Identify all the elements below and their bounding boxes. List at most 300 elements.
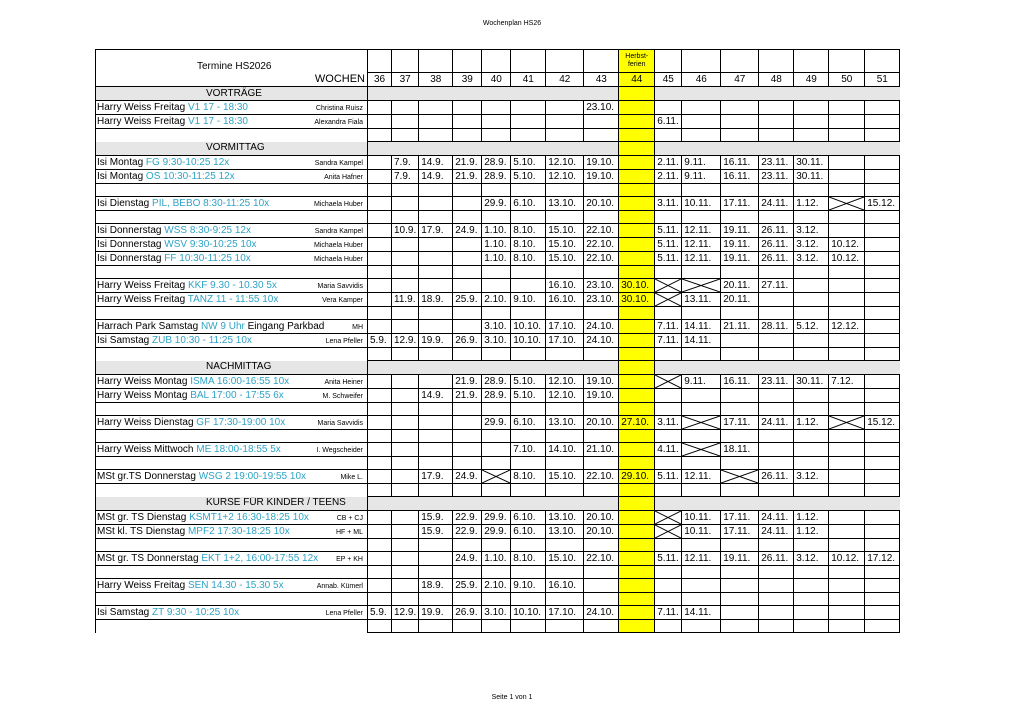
blank-cell xyxy=(682,129,721,142)
blank-cell xyxy=(584,566,619,579)
blank-label xyxy=(96,266,368,279)
date-cell xyxy=(419,320,453,334)
date-cell: 21.9. xyxy=(453,156,482,170)
section-row xyxy=(96,87,900,101)
section-cell xyxy=(453,142,482,156)
course-location-day: MSt gr. TS Donnerstag xyxy=(97,552,202,564)
date-cell: 12.11. xyxy=(682,252,721,266)
date-cell xyxy=(453,252,482,266)
blank-cell xyxy=(794,484,829,497)
week-number: 50 xyxy=(829,73,865,87)
date-cell: 12.10. xyxy=(546,375,584,389)
blank-cell xyxy=(511,430,546,443)
section-cell xyxy=(655,497,682,511)
date-cell xyxy=(392,238,419,252)
course-code-time: FF 10:30-11:25 10x xyxy=(164,252,251,264)
course-location-day: Isi Montag xyxy=(97,156,146,168)
blank-cell xyxy=(721,484,759,497)
date-cell: 19.10. xyxy=(584,389,619,403)
blank-cell xyxy=(584,403,619,416)
blank-cell xyxy=(759,403,794,416)
date-cell xyxy=(392,552,419,566)
week-number: 49 xyxy=(794,73,829,87)
date-cell xyxy=(368,293,392,307)
date-cell: 8.10. xyxy=(511,238,546,252)
section-row xyxy=(96,142,900,156)
blank-label xyxy=(96,566,368,579)
date-cell xyxy=(865,389,900,403)
date-cell: 26.11. xyxy=(759,224,794,238)
herbstferien-label: Herbst- ferien xyxy=(619,50,655,73)
date-cell: 3.12. xyxy=(794,252,829,266)
wochen-cell xyxy=(96,73,368,87)
date-cell xyxy=(865,525,900,539)
header-cell xyxy=(511,50,546,73)
blank-cell xyxy=(721,266,759,279)
date-cell xyxy=(368,375,392,389)
blank-row xyxy=(96,129,900,142)
section-title: VORMITTAG xyxy=(96,142,368,156)
date-cell: 27.11. xyxy=(759,279,794,293)
blank-cell xyxy=(482,593,511,606)
blank-cell xyxy=(794,620,829,633)
blank-cell xyxy=(721,457,759,470)
header-cell xyxy=(794,50,829,73)
blank-cell xyxy=(453,620,482,633)
date-cell: 5.10. xyxy=(511,170,546,184)
cancelled-cell xyxy=(682,443,721,457)
blank-row xyxy=(96,403,900,416)
blank-label xyxy=(96,129,368,142)
blank-cell xyxy=(546,620,584,633)
course-row xyxy=(96,606,900,620)
date-cell xyxy=(865,375,900,389)
course-location-day: Harry Weiss Dienstag xyxy=(97,416,197,428)
course-row xyxy=(96,375,900,389)
date-cell xyxy=(829,293,865,307)
blank-cell xyxy=(682,266,721,279)
course-instructor: Sandra Kampel xyxy=(314,160,363,167)
date-cell: 12.12. xyxy=(829,320,865,334)
date-cell: 15.10. xyxy=(546,238,584,252)
date-cell: 19.9. xyxy=(419,606,453,620)
cancelled-cell xyxy=(655,279,682,293)
date-cell: 21.11. xyxy=(721,320,759,334)
blank-cell xyxy=(546,430,584,443)
cross-mark-icon xyxy=(829,416,864,429)
section-cell xyxy=(511,87,546,101)
blank-cell xyxy=(392,307,419,320)
wochen-label: WOCHEN xyxy=(314,73,365,86)
week-number: 45 xyxy=(655,73,682,87)
date-cell xyxy=(865,101,900,115)
blank-cell xyxy=(619,211,655,224)
date-cell xyxy=(619,115,655,129)
date-cell: 28.9. xyxy=(482,375,511,389)
date-cell xyxy=(619,511,655,525)
course-extra: Eingang Parkbad xyxy=(244,320,325,332)
blank-cell xyxy=(482,430,511,443)
course-instructor: Mike L. xyxy=(340,474,363,481)
blank-cell xyxy=(721,430,759,443)
course-label xyxy=(96,320,368,334)
blank-cell xyxy=(453,430,482,443)
header-cell xyxy=(655,50,682,73)
date-cell xyxy=(482,279,511,293)
blank-cell xyxy=(682,620,721,633)
blank-cell xyxy=(619,266,655,279)
blank-cell xyxy=(619,184,655,197)
blank-row xyxy=(96,307,900,320)
course-instructor: Michaela Huber xyxy=(313,201,363,208)
date-cell: 9.11. xyxy=(682,156,721,170)
course-row xyxy=(96,579,900,593)
date-cell: 17.11. xyxy=(721,416,759,430)
course-label xyxy=(96,416,368,430)
course-location-day: Harry Weiss Freitag xyxy=(97,101,188,113)
date-cell xyxy=(865,279,900,293)
section-cell xyxy=(482,87,511,101)
date-cell: 9.11. xyxy=(682,375,721,389)
date-cell: 6.10. xyxy=(511,525,546,539)
course-instructor: Sandra Kampel xyxy=(314,228,363,235)
section-cell xyxy=(619,87,655,101)
date-cell: 28.11. xyxy=(759,320,794,334)
date-cell: 24.11. xyxy=(759,511,794,525)
blank-cell xyxy=(392,539,419,552)
cancelled-cell xyxy=(829,197,865,211)
date-cell xyxy=(619,320,655,334)
course-location-day: Harry Weiss Freitag xyxy=(97,579,188,591)
blank-cell xyxy=(619,307,655,320)
section-cell xyxy=(829,142,865,156)
blank-cell xyxy=(546,211,584,224)
blank-cell xyxy=(546,403,584,416)
blank-row xyxy=(96,593,900,606)
week-number: 46 xyxy=(682,73,721,87)
header-cell xyxy=(368,50,392,73)
blank-label xyxy=(96,348,368,361)
blank-cell xyxy=(829,430,865,443)
date-cell: 5.11. xyxy=(655,470,682,484)
blank-cell xyxy=(453,129,482,142)
blank-cell xyxy=(546,184,584,197)
blank-cell xyxy=(759,620,794,633)
blank-cell xyxy=(759,211,794,224)
section-cell xyxy=(419,142,453,156)
date-cell xyxy=(655,579,682,593)
date-cell xyxy=(419,115,453,129)
course-instructor: Maria Savvidis xyxy=(317,420,363,427)
section-cell xyxy=(419,361,453,375)
date-cell xyxy=(368,252,392,266)
date-cell: 16.11. xyxy=(721,156,759,170)
date-cell: 6.10. xyxy=(511,511,546,525)
section-cell xyxy=(453,361,482,375)
date-cell xyxy=(794,606,829,620)
blank-row xyxy=(96,184,900,197)
date-cell: 21.10. xyxy=(584,443,619,457)
section-cell xyxy=(794,361,829,375)
date-cell: 21.9. xyxy=(453,170,482,184)
date-cell: 19.9. xyxy=(419,334,453,348)
date-cell xyxy=(619,606,655,620)
course-instructor: CB + CJ xyxy=(336,515,363,522)
blank-cell xyxy=(482,348,511,361)
date-cell: 20.10. xyxy=(584,525,619,539)
blank-label xyxy=(96,539,368,552)
date-cell: 30.11. xyxy=(794,170,829,184)
date-cell xyxy=(619,170,655,184)
section-cell xyxy=(759,87,794,101)
course-location-day: Isi Dienstag xyxy=(97,197,153,209)
date-cell xyxy=(619,101,655,115)
date-cell: 3.12. xyxy=(794,470,829,484)
date-cell xyxy=(619,334,655,348)
blank-cell xyxy=(511,457,546,470)
date-cell xyxy=(368,115,392,129)
course-row xyxy=(96,238,900,252)
blank-cell xyxy=(682,211,721,224)
week-number: 39 xyxy=(453,73,482,87)
date-cell: 12.10. xyxy=(546,170,584,184)
date-cell: 26.9. xyxy=(453,334,482,348)
date-cell: 22.10. xyxy=(584,224,619,238)
blank-cell xyxy=(655,539,682,552)
blank-cell xyxy=(759,566,794,579)
course-code-time: TANZ 11 - 11:55 10x xyxy=(187,293,279,305)
date-cell: 19.11. xyxy=(721,238,759,252)
section-cell xyxy=(721,361,759,375)
date-cell xyxy=(392,375,419,389)
date-cell xyxy=(392,101,419,115)
cancelled-cell xyxy=(655,525,682,539)
blank-label xyxy=(96,211,368,224)
blank-label xyxy=(96,484,368,497)
date-cell xyxy=(392,320,419,334)
course-code-time: KKF 9.30 - 10.30 5x xyxy=(187,279,277,291)
date-cell xyxy=(829,334,865,348)
course-code-time: V1 17 - 18:30 xyxy=(187,115,248,127)
blank-cell xyxy=(759,348,794,361)
blank-cell xyxy=(419,430,453,443)
course-code-time: NW 9 Uhr xyxy=(200,320,245,332)
date-cell: 16.10. xyxy=(546,579,584,593)
blank-cell xyxy=(368,184,392,197)
course-row xyxy=(96,470,900,484)
date-cell: 30.11. xyxy=(794,156,829,170)
date-cell: 10.11. xyxy=(682,197,721,211)
section-cell xyxy=(829,497,865,511)
course-row xyxy=(96,389,900,403)
date-cell: 29.9. xyxy=(482,197,511,211)
date-cell xyxy=(368,389,392,403)
date-cell: 13.10. xyxy=(546,197,584,211)
course-instructor: Annab. Kümerl xyxy=(316,583,363,590)
blank-cell xyxy=(511,348,546,361)
date-cell: 22.10. xyxy=(584,470,619,484)
date-cell: 5.9. xyxy=(368,606,392,620)
course-location-day: Isi Donnerstag xyxy=(97,224,165,236)
date-cell xyxy=(419,197,453,211)
section-cell xyxy=(368,361,392,375)
blank-cell xyxy=(794,593,829,606)
header-cell xyxy=(759,50,794,73)
blank-cell xyxy=(511,539,546,552)
date-cell: 10.11. xyxy=(682,511,721,525)
date-cell: 6.10. xyxy=(511,416,546,430)
course-location-day: Isi Montag xyxy=(97,170,146,182)
blank-cell xyxy=(682,457,721,470)
section-cell xyxy=(759,361,794,375)
date-cell: 18.9. xyxy=(419,293,453,307)
course-code-time: OS 10:30-11:25 12x xyxy=(145,170,235,182)
blank-cell xyxy=(655,129,682,142)
date-cell xyxy=(619,443,655,457)
blank-cell xyxy=(419,593,453,606)
date-cell: 23.10. xyxy=(584,293,619,307)
cross-mark-icon xyxy=(655,293,681,306)
date-cell: 5.10. xyxy=(511,389,546,403)
date-cell: 6.10. xyxy=(511,197,546,211)
date-cell xyxy=(794,115,829,129)
date-cell: 3.12. xyxy=(794,552,829,566)
blank-cell xyxy=(721,620,759,633)
date-cell: 15.12. xyxy=(865,197,900,211)
blank-cell xyxy=(721,403,759,416)
date-cell: 23.11. xyxy=(759,375,794,389)
blank-label xyxy=(96,307,368,320)
blank-cell xyxy=(392,184,419,197)
date-cell xyxy=(619,252,655,266)
blank-cell xyxy=(368,620,392,633)
date-cell: 9.10. xyxy=(511,293,546,307)
blank-label xyxy=(96,620,368,633)
date-cell xyxy=(453,320,482,334)
blank-cell xyxy=(829,593,865,606)
course-instructor: HF + ML xyxy=(335,529,363,536)
date-cell xyxy=(368,320,392,334)
section-cell xyxy=(619,361,655,375)
date-cell: 22.9. xyxy=(453,525,482,539)
date-cell: 7.9. xyxy=(392,170,419,184)
cross-mark-icon xyxy=(682,416,720,429)
date-cell: 1.10. xyxy=(482,224,511,238)
blank-cell xyxy=(829,539,865,552)
blank-cell xyxy=(584,307,619,320)
blank-cell xyxy=(865,566,900,579)
date-cell: 24.9. xyxy=(453,552,482,566)
section-cell xyxy=(392,497,419,511)
date-cell xyxy=(392,389,419,403)
date-cell: 3.12. xyxy=(794,238,829,252)
date-cell: 29.9. xyxy=(482,416,511,430)
section-row xyxy=(96,361,900,375)
blank-cell xyxy=(546,307,584,320)
date-cell: 20.11. xyxy=(721,293,759,307)
date-cell: 5.11. xyxy=(655,238,682,252)
section-cell xyxy=(682,361,721,375)
blank-cell xyxy=(453,484,482,497)
blank-cell xyxy=(794,129,829,142)
week-number: 43 xyxy=(584,73,619,87)
blank-cell xyxy=(584,539,619,552)
date-cell xyxy=(419,101,453,115)
section-cell xyxy=(368,87,392,101)
course-instructor: Michaela Huber xyxy=(313,256,363,263)
header-cell xyxy=(721,50,759,73)
section-cell xyxy=(511,361,546,375)
date-cell xyxy=(453,101,482,115)
section-cell xyxy=(511,142,546,156)
cancelled-cell xyxy=(482,470,511,484)
date-cell xyxy=(368,156,392,170)
course-label xyxy=(96,197,368,211)
date-cell: 15.12. xyxy=(865,416,900,430)
date-cell: 30.10. xyxy=(619,293,655,307)
blank-cell xyxy=(584,620,619,633)
cancelled-cell xyxy=(655,293,682,307)
course-row xyxy=(96,279,900,293)
header-row-weeks xyxy=(96,73,900,87)
blank-cell xyxy=(829,620,865,633)
section-cell xyxy=(482,497,511,511)
date-cell: 19.10. xyxy=(584,156,619,170)
date-cell: 30.10. xyxy=(619,279,655,293)
date-cell xyxy=(794,334,829,348)
blank-cell xyxy=(721,184,759,197)
header-cell xyxy=(453,50,482,73)
date-cell: 8.10. xyxy=(511,470,546,484)
date-cell: 2.10. xyxy=(482,579,511,593)
course-label xyxy=(96,334,368,348)
date-cell: 24.11. xyxy=(759,197,794,211)
date-cell xyxy=(453,279,482,293)
date-cell xyxy=(721,579,759,593)
date-cell: 14.9. xyxy=(419,156,453,170)
date-cell: 5.9. xyxy=(368,334,392,348)
date-cell: 1.10. xyxy=(482,238,511,252)
section-cell xyxy=(546,87,584,101)
date-cell xyxy=(759,443,794,457)
course-label xyxy=(96,470,368,484)
date-cell xyxy=(829,525,865,539)
course-instructor: Vera Kamper xyxy=(322,297,363,304)
blank-cell xyxy=(584,211,619,224)
blank-cell xyxy=(584,129,619,142)
header-cell xyxy=(584,50,619,73)
blank-cell xyxy=(392,620,419,633)
blank-cell xyxy=(453,211,482,224)
header-cell xyxy=(392,50,419,73)
course-location-day: Harry Weiss Montag xyxy=(97,375,191,387)
course-row xyxy=(96,552,900,566)
date-cell: 12.11. xyxy=(682,552,721,566)
section-cell xyxy=(511,497,546,511)
date-cell: 16.10. xyxy=(546,293,584,307)
section-cell xyxy=(829,361,865,375)
section-cell xyxy=(453,497,482,511)
blank-cell xyxy=(546,266,584,279)
section-cell xyxy=(619,497,655,511)
section-title: KURSE FÜR KINDER / TEENS xyxy=(96,497,368,511)
blank-cell xyxy=(655,348,682,361)
date-cell xyxy=(865,320,900,334)
blank-cell xyxy=(584,184,619,197)
date-cell: 24.10. xyxy=(584,320,619,334)
blank-cell xyxy=(865,593,900,606)
blank-cell xyxy=(368,566,392,579)
